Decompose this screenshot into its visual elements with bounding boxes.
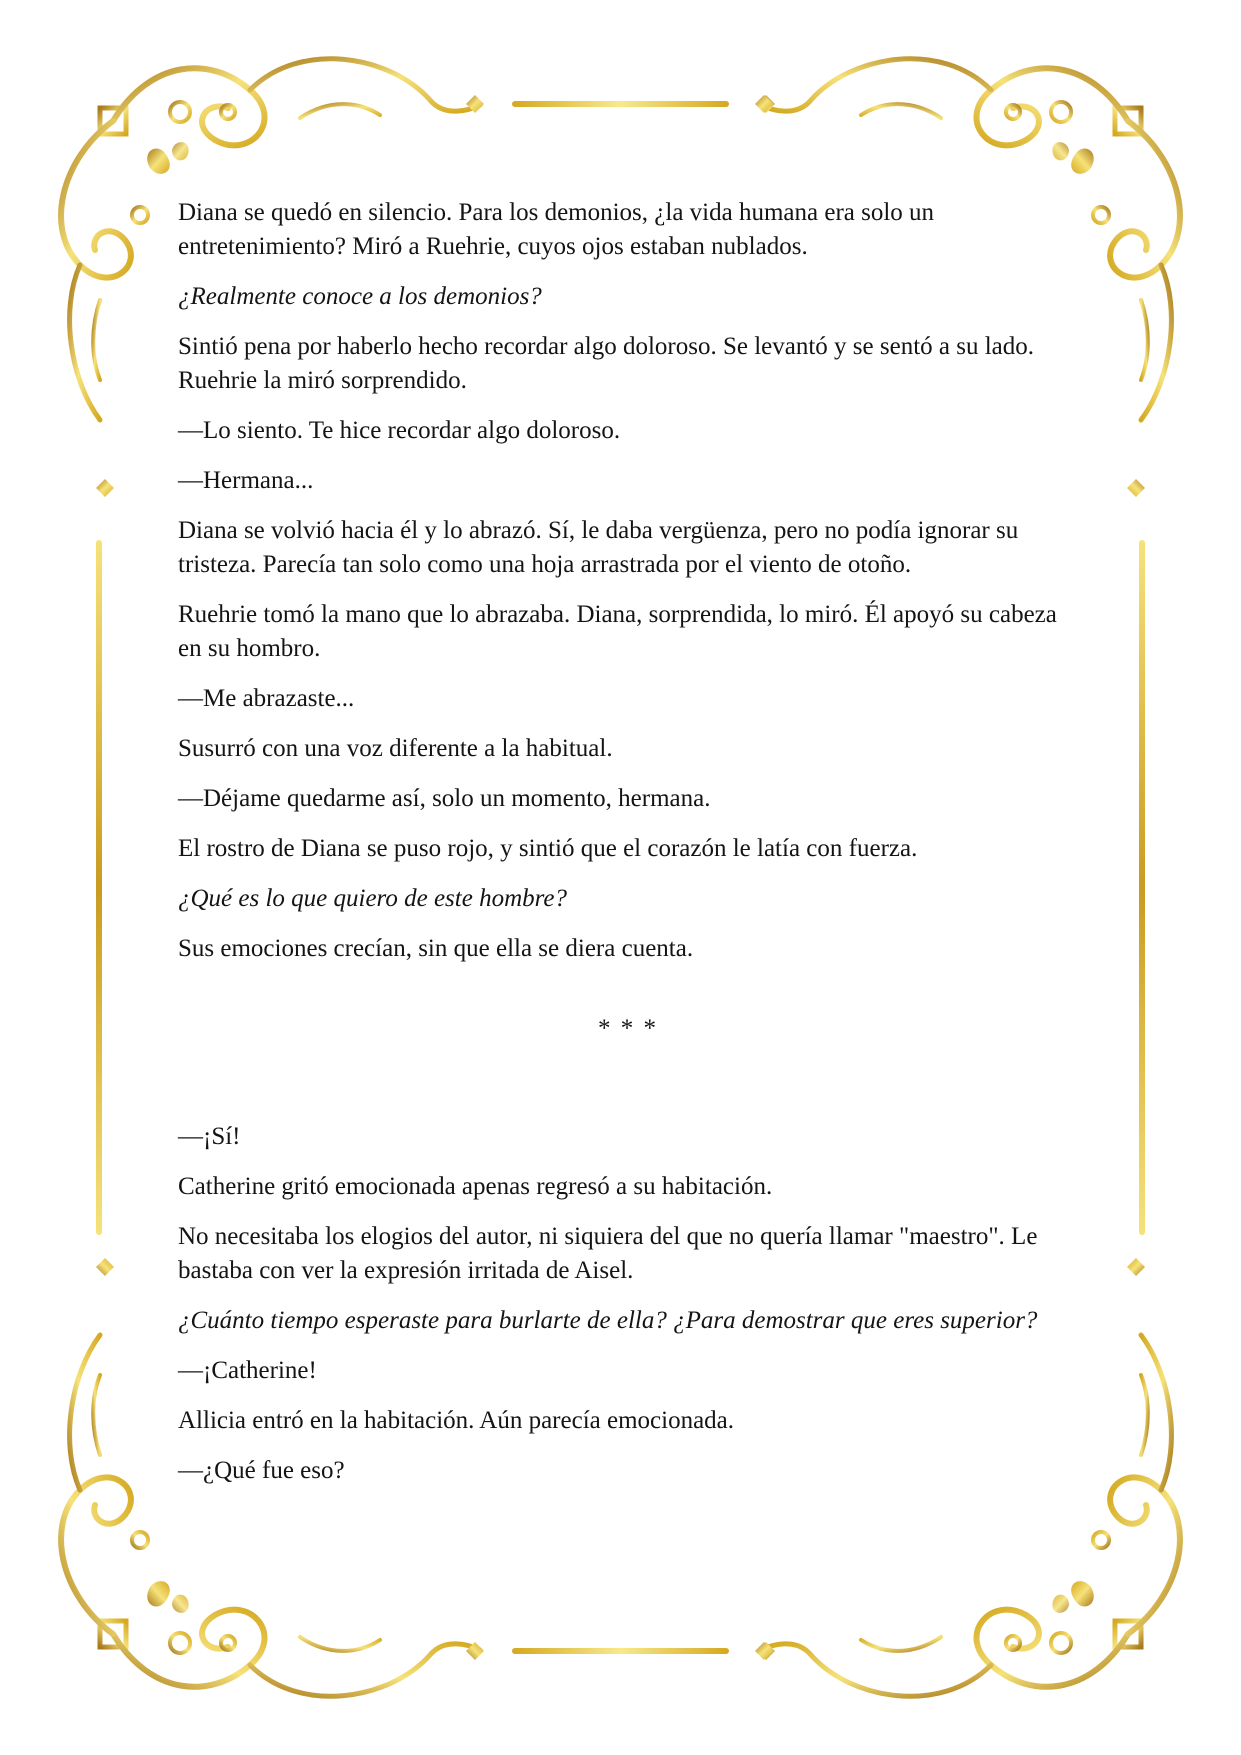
- paragraph: Ruehrie tomó la mano que lo abrazaba. Diana, sorprendida, lo miró. Él apoyó su cabeza en su hombro.: [178, 601, 1057, 662]
- paragraph: —¡Sí!: [178, 1123, 241, 1150]
- paragraph: Sintió pena por haberlo hecho recordar algo doloroso. Se levantó y se sentó a su lado. Ruehrie la miró sorprendido.: [178, 333, 1035, 394]
- paragraph: Allicia entró en la habitación. Aún parecía emocionada.: [178, 1407, 735, 1434]
- scene-break: * * *: [598, 1015, 658, 1042]
- paragraph: —Lo siento. Te hice recordar algo doloroso.: [178, 417, 621, 444]
- paragraph: —Déjame quedarme así, solo un momento, hermana.: [178, 785, 711, 812]
- document-body: [178, 196, 1078, 1504]
- paragraph: El rostro de Diana se puso rojo, y sintió que el corazón le latía con fuerza.: [178, 835, 918, 862]
- paragraph: —Hermana...: [178, 467, 314, 494]
- paragraph: —Me abrazaste...: [178, 685, 355, 712]
- paragraph: —¿Qué fue eso?: [178, 1457, 345, 1484]
- paragraph: Diana se volvió hacia él y lo abrazó. Sí, le daba vergüenza, pero no podía ignorar su tristeza. Parecía tan solo como una hoja arrastrada por el viento de otoño.: [178, 517, 1019, 578]
- paragraph: Catherine gritó emocionada apenas regresó a su habitación.: [178, 1173, 773, 1200]
- italic-paragraph: ¿Cuánto tiempo esperaste para burlarte de ella? ¿Para demostrar que eres superior?: [178, 1307, 1038, 1334]
- paragraph: —¡Catherine!: [178, 1357, 317, 1384]
- italic-paragraph: ¿Realmente conoce a los demonios?: [178, 283, 542, 310]
- paragraph: Sus emociones crecían, sin que ella se diera cuenta.: [178, 935, 694, 962]
- paragraph: No necesitaba los elogios del autor, ni siquiera del que no quería llamar "maestro". Le bastaba con ver la expresión irritada de Aisel.: [178, 1223, 1038, 1284]
- italic-paragraph: ¿Qué es lo que quiero de este hombre?: [178, 885, 568, 912]
- paragraph: Diana se quedó en silencio. Para los demonios, ¿la vida humana era solo un entretenimiento? Miró a Ruehrie, cuyos ojos estaban nublados.: [178, 199, 935, 260]
- paragraph: Susurró con una voz diferente a la habitual.: [178, 735, 613, 762]
